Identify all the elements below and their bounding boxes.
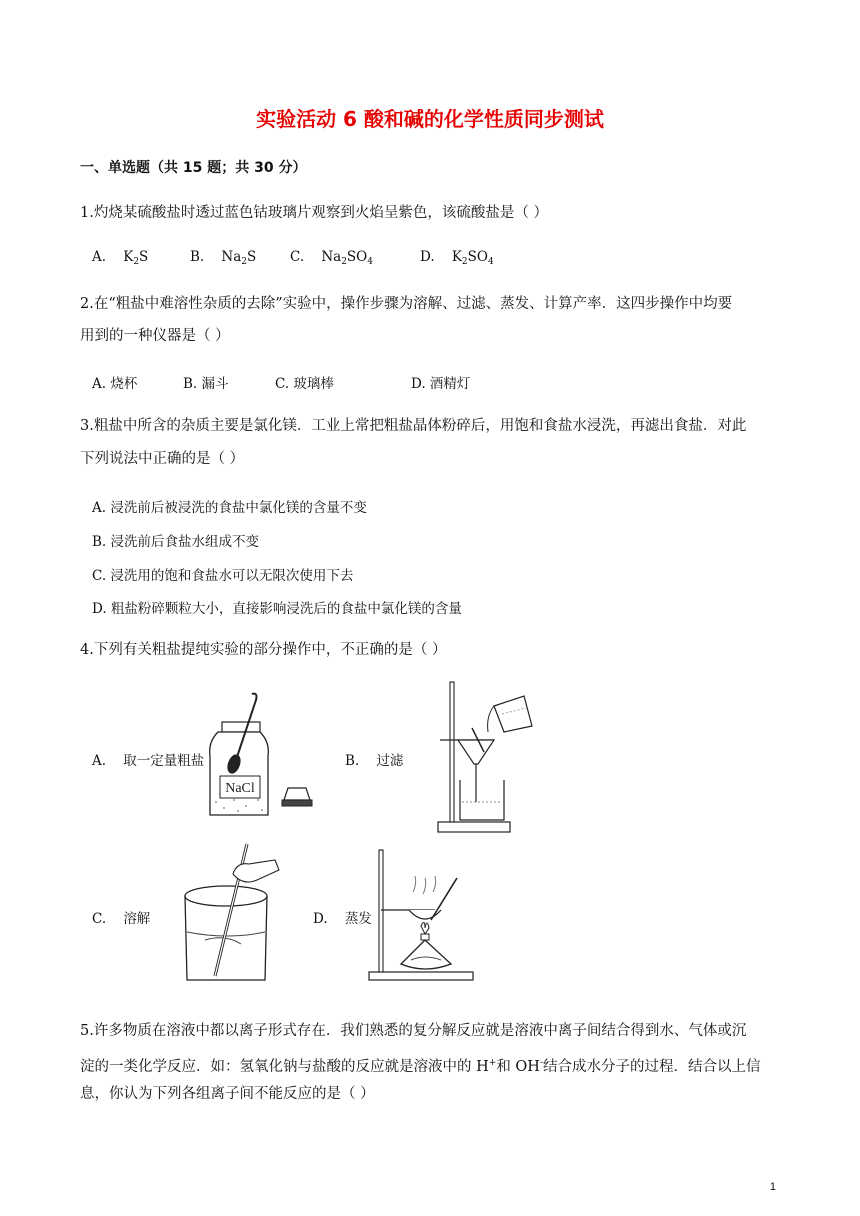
- q3-option-c: C. 浸洗用的饱和食盐水可以无限次使用下去: [92, 568, 354, 584]
- question-3-line-2: 下列说法中正确的是（ ）: [80, 451, 245, 467]
- q1-option-a: A. $K_2S$: [92, 249, 149, 267]
- q4-option-a: A. 取一定量粗盐: [92, 753, 205, 769]
- q3-option-a: A. 浸洗前后被浸洗的食盐中氯化镁的含量不变: [92, 500, 367, 516]
- page-number: 1: [769, 1181, 776, 1193]
- q3-option-b: B. 浸洗前后食盐水组成不变: [92, 534, 260, 550]
- q1-option-b: B. $Na_2S$: [190, 249, 257, 267]
- dissolving-illustration: [175, 840, 285, 985]
- q4-option-d: D. 蒸发: [313, 911, 372, 927]
- question-5-line-1: 5.许多物质在溶液中都以离子形式存在．我们熟悉的复分解反应就是溶液中离子间结合得到水、气体或沉: [80, 1023, 747, 1039]
- q2-option-d: D. 酒精灯: [411, 376, 471, 392]
- q4-option-c: C. 溶解: [92, 911, 151, 927]
- question-5-line-2: 淀的一类化学反应．如：氢氧化钠与盐酸的反应就是溶液中的 H+和 OH-结合成水分子的过程．结合以上信: [80, 1058, 761, 1075]
- page-title: 实验活动 6 酸和碱的化学性质同步测试: [256, 107, 604, 131]
- question-3-line-1: 3.粗盐中所含的杂质主要是氯化镁．工业上常把粗盐晶体粉碎后，用饱和食盐水浸洗，再滤出食盐．对此: [80, 418, 747, 434]
- filtration-illustration: [432, 680, 542, 835]
- question-1-stem: 1.灼烧某硫酸盐时透过蓝色钴玻璃片观察到火焰呈紫色，该硫酸盐是（ ）: [80, 205, 548, 221]
- q3-option-d: D. 粗盐粉碎颗粒大小，直接影响浸洗后的食盐中氯化镁的含量: [92, 601, 462, 617]
- section-heading: 一、单选题（共 15 题；共 30 分）: [80, 160, 307, 176]
- reagent-jar-illustration: [200, 690, 320, 820]
- q2-option-c: C. 玻璃棒: [275, 376, 334, 392]
- q2-option-b: B. 漏斗: [183, 376, 229, 392]
- q1-option-d: D. $K_2SO_4$: [420, 249, 494, 267]
- q2-option-a: A. 烧杯: [92, 376, 138, 392]
- question-2-line-2: 用到的一种仪器是（ ）: [80, 328, 230, 344]
- question-4-stem: 4.下列有关粗盐提纯实验的部分操作中，不正确的是（ ）: [80, 642, 447, 658]
- question-2-line-1: 2.在“粗盐中难溶性杂质的去除”实验中，操作步骤为溶解、过滤、蒸发、计算产率．这四步操作中均要: [80, 296, 733, 312]
- q4-option-b: B. 过滤: [345, 753, 404, 769]
- q1-option-c: C. $Na_2SO_4$: [290, 249, 373, 267]
- question-5-line-3: 息，你认为下列各组离子间不能反应的是（ ）: [80, 1086, 375, 1102]
- jar-label: NaCl: [225, 781, 255, 796]
- evaporation-illustration: [365, 848, 475, 983]
